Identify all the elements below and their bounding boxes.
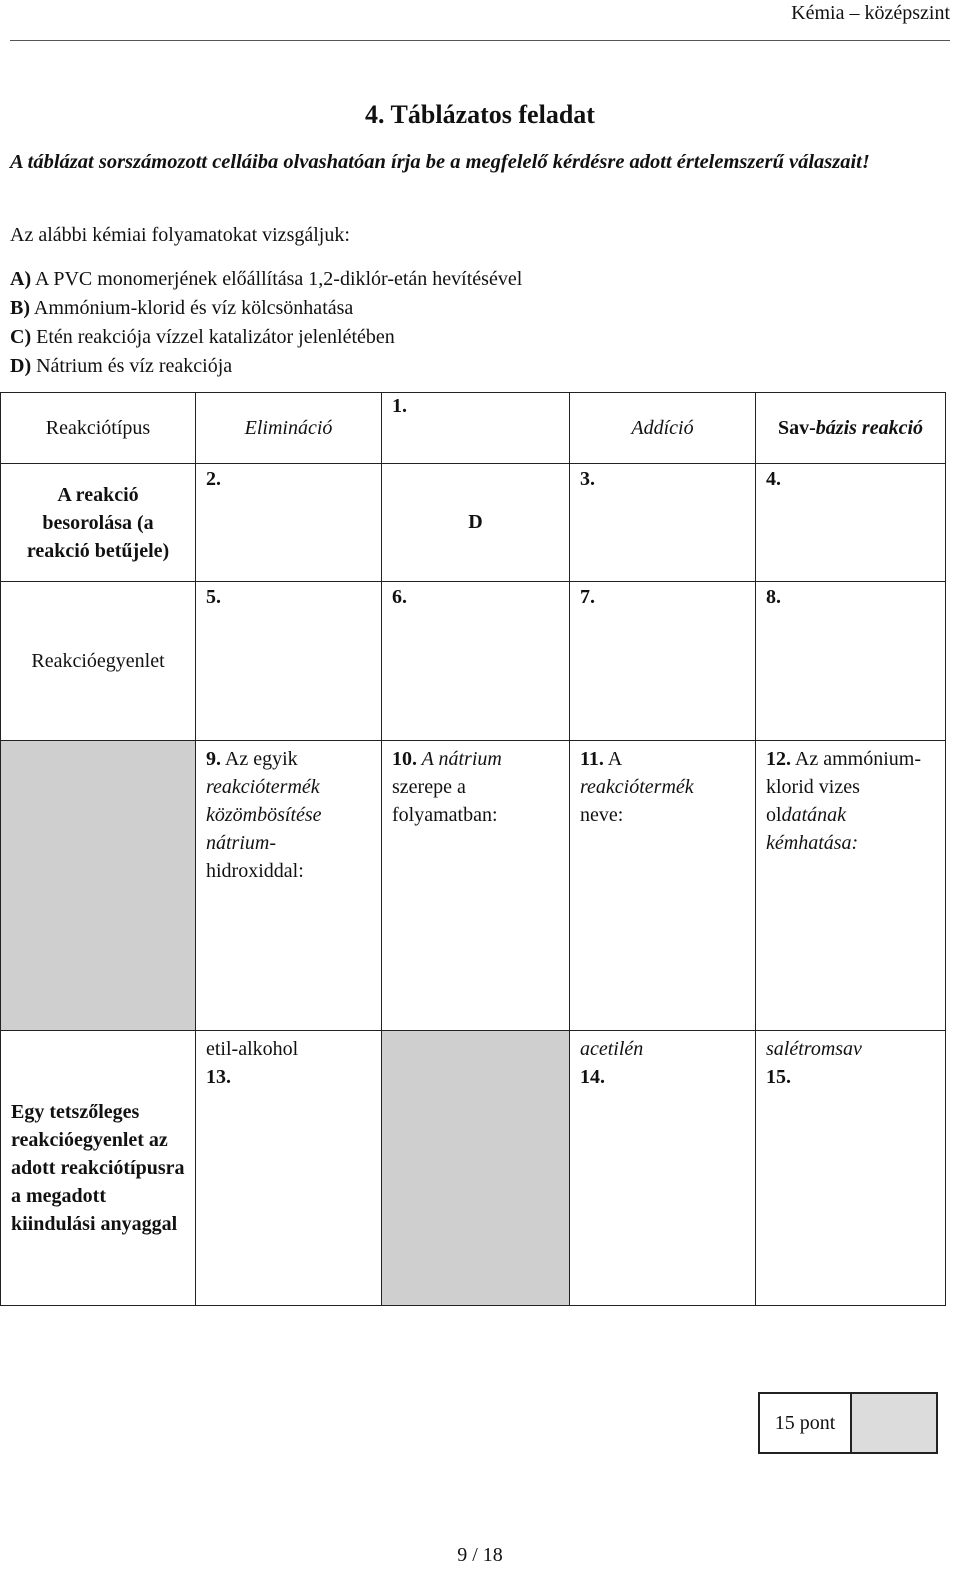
task-title: 4. Táblázatos feladat (365, 100, 595, 129)
table-row (1, 582, 946, 741)
row-label-arbitrary-equation: Egy tetszőleges reakcióegyenlet az adott reakciótípusra a megadott kiindulási anyaggal (1, 1031, 196, 1306)
list-item: B) Ammónium-klorid és víz kölcsönhatása (10, 297, 354, 319)
task-instruction: A táblázat sorszámozott celláiba olvashatóan írja be a megfelelő kérdésre adott értelemszerű válaszait! (10, 151, 870, 173)
subject-header: Kémia – középszint (791, 2, 950, 24)
page-number: 9 / 18 (457, 1544, 503, 1566)
intro-text: Az alábbi kémiai folyamatokat vizsgáljuk: (10, 224, 350, 246)
row-label-equation: Reakcióegyenlet (1, 582, 196, 741)
answer-cell-5[interactable]: 5. (196, 582, 382, 741)
header-divider (10, 40, 950, 41)
list-item: A) A PVC monomerjének előállítása 1,2-diklór-etán hevítésével (10, 268, 523, 290)
answer-cell-3[interactable]: 3. (570, 464, 756, 582)
answer-cell-10[interactable]: 10. A nátrium szerepe a folyamatban: (382, 741, 570, 1031)
table-row (1, 393, 946, 464)
answer-cell-6[interactable]: 6. (382, 582, 570, 741)
answer-cell-4[interactable]: 4. (756, 464, 946, 582)
row-label-classification: A reakció besorolása (a reakció betűjele) (1, 464, 196, 582)
gray-cell (1, 741, 196, 1031)
cell-elimination: Elimináció (196, 393, 382, 464)
table-row (1, 741, 946, 1031)
list-item: D) Nátrium és víz reakciója (10, 355, 233, 377)
row-label-reaction-type: Reakciótípus (1, 393, 196, 464)
answer-cell-11[interactable]: 11. A reakciótermék neve: (570, 741, 756, 1031)
answer-cell-1[interactable]: 1. (382, 393, 570, 464)
answer-cell-15[interactable]: salétromsav 15. (756, 1031, 946, 1306)
score-box (758, 1392, 938, 1454)
answer-cell-13[interactable]: etil-alkohol 13. (196, 1031, 382, 1306)
gray-cell (382, 1031, 570, 1306)
answer-cell-2[interactable]: 2. (196, 464, 382, 582)
score-field[interactable] (851, 1393, 937, 1453)
answer-cell-7[interactable]: 7. (570, 582, 756, 741)
answer-cell-12[interactable]: 12. Az ammónium-klorid vizes oldatának kémhatása: (756, 741, 946, 1031)
cell-acid-base: Sav-bázis reakció (756, 393, 946, 464)
list-item: C) Etén reakciója vízzel katalizátor jelenlétében (10, 326, 395, 348)
process-list (10, 265, 522, 381)
score-label: 15 pont (759, 1393, 851, 1453)
answer-cell-14[interactable]: acetilén 14. (570, 1031, 756, 1306)
table-row (1, 1031, 946, 1306)
cell-d: D (382, 464, 570, 582)
answer-cell-9[interactable]: 9. Az egyik reakciótermék közömbösítése nátrium- hidroxiddal: (196, 741, 382, 1031)
answer-cell-8[interactable]: 8. (756, 582, 946, 741)
table-row (1, 464, 946, 582)
answer-table (0, 392, 946, 1306)
cell-addition: Addíció (570, 393, 756, 464)
